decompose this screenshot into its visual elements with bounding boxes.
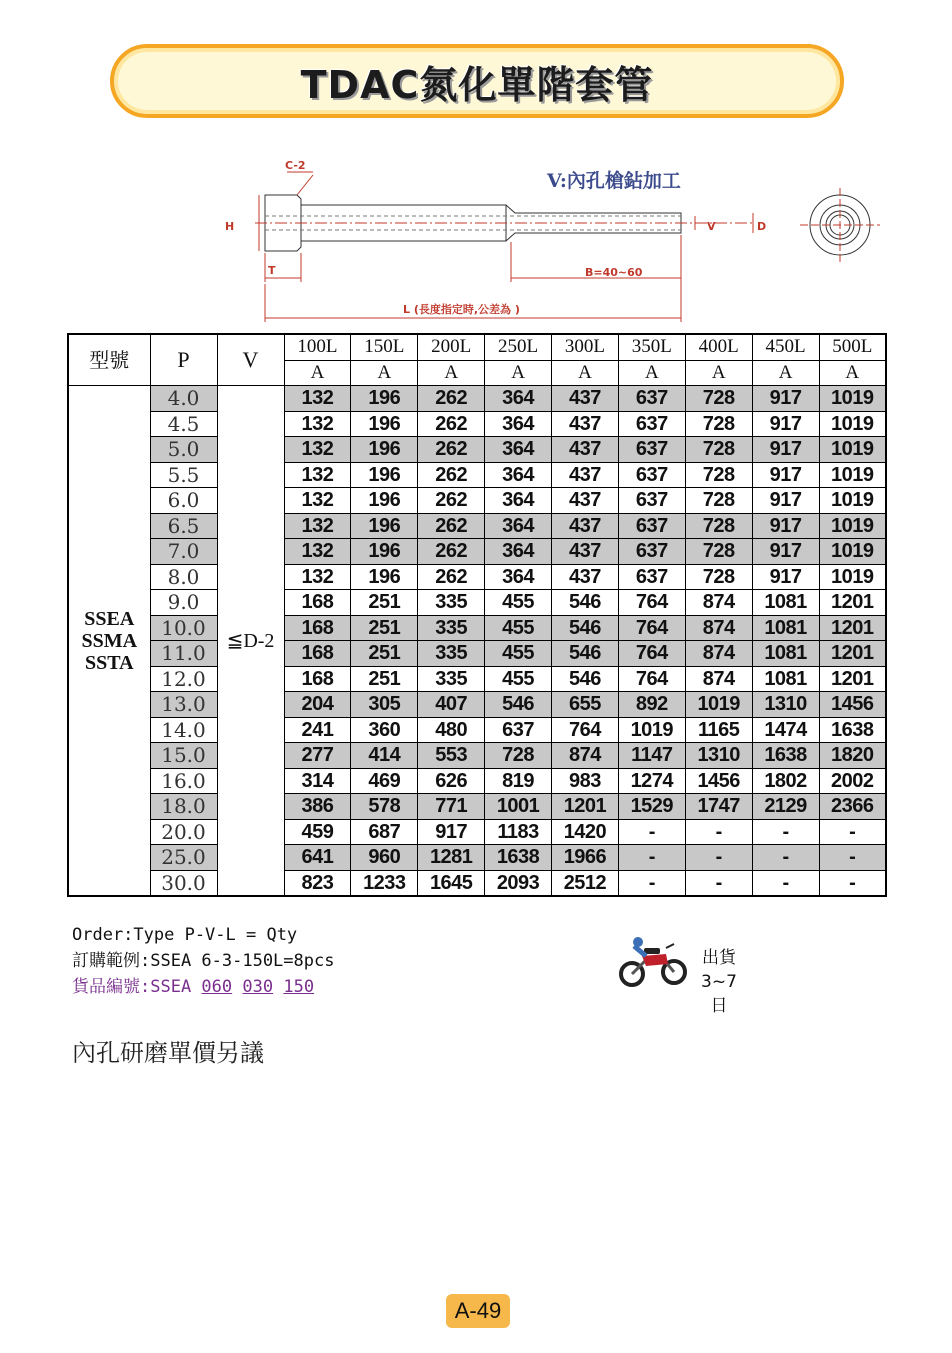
p-value: 15.0	[150, 743, 217, 769]
p-value: 30.0	[150, 870, 217, 896]
price-cell: 196	[351, 539, 418, 565]
sub-header: A	[351, 360, 418, 386]
price-cell: 204	[284, 692, 351, 718]
price-cell: 335	[418, 666, 485, 692]
price-cell: 196	[351, 411, 418, 437]
price-cell: 335	[418, 615, 485, 641]
price-cell: 132	[284, 539, 351, 565]
price-cell: 771	[418, 794, 485, 820]
price-cell: 728	[685, 386, 752, 412]
price-cell: -	[819, 870, 886, 896]
price-cell: 2129	[752, 794, 819, 820]
sub-header: A	[819, 360, 886, 386]
price-cell: 437	[552, 462, 619, 488]
price-cell: 364	[485, 488, 552, 514]
price-cell: -	[752, 819, 819, 845]
price-cell: 437	[552, 539, 619, 565]
price-cell: 132	[284, 488, 351, 514]
sub-header: A	[485, 360, 552, 386]
price-cell: 1019	[819, 437, 886, 463]
price-cell: 728	[685, 564, 752, 590]
table-body	[68, 386, 886, 897]
price-cell: 1456	[819, 692, 886, 718]
price-cell: 874	[685, 666, 752, 692]
price-cell: 1147	[618, 743, 685, 769]
price-cell: 637	[618, 564, 685, 590]
price-cell: 251	[351, 590, 418, 616]
price-cell: 251	[351, 666, 418, 692]
price-cell: 874	[685, 615, 752, 641]
price-cell: 1233	[351, 870, 418, 896]
price-cell: 687	[351, 819, 418, 845]
price-cell: 546	[552, 641, 619, 667]
price-cell: 1019	[819, 513, 886, 539]
price-cell: 1802	[752, 768, 819, 794]
p-value: 4.0	[150, 386, 217, 412]
p-value: 8.0	[150, 564, 217, 590]
price-cell: 335	[418, 641, 485, 667]
item-code-prefix: 貨品編號:SSEA	[72, 977, 202, 997]
p-value: 9.0	[150, 590, 217, 616]
price-cell: 637	[618, 437, 685, 463]
price-cell: 1747	[685, 794, 752, 820]
price-cell: 728	[485, 743, 552, 769]
price-cell: 637	[618, 462, 685, 488]
shipping-days: 3~7日	[701, 972, 737, 1016]
motorcycle-icon	[618, 934, 688, 990]
price-cell: 455	[485, 615, 552, 641]
price-cell: 407	[418, 692, 485, 718]
table-row	[68, 411, 886, 437]
price-table	[67, 333, 887, 897]
price-cell: 262	[418, 437, 485, 463]
col-type: 型號	[68, 334, 150, 386]
price-cell: 480	[418, 717, 485, 743]
price-cell: 251	[351, 615, 418, 641]
table-row	[68, 692, 886, 718]
t-label: T	[268, 264, 276, 277]
length-header: 400L	[685, 334, 752, 360]
price-cell: 196	[351, 437, 418, 463]
price-cell: 132	[284, 411, 351, 437]
price-cell: 917	[752, 437, 819, 463]
price-cell: 1638	[485, 845, 552, 871]
type-names	[68, 386, 150, 897]
price-cell: -	[819, 819, 886, 845]
price-cell: 469	[351, 768, 418, 794]
price-cell: 764	[618, 590, 685, 616]
price-cell: 1019	[618, 717, 685, 743]
p-value: 14.0	[150, 717, 217, 743]
price-cell: 1310	[752, 692, 819, 718]
price-cell: 437	[552, 411, 619, 437]
price-cell: 241	[284, 717, 351, 743]
p-value: 18.0	[150, 794, 217, 820]
table-row	[68, 717, 886, 743]
price-cell: 1019	[819, 386, 886, 412]
length-header: 250L	[485, 334, 552, 360]
price-cell: 1201	[819, 641, 886, 667]
order-example: 訂購範例:SSEA 6-3-150L=8pcs	[72, 951, 335, 971]
price-cell: 1420	[552, 819, 619, 845]
table-row	[68, 641, 886, 667]
p-value: 6.5	[150, 513, 217, 539]
sub-header: A	[618, 360, 685, 386]
table-row	[68, 513, 886, 539]
price-cell: 168	[284, 590, 351, 616]
price-cell: 196	[351, 462, 418, 488]
price-cell: -	[752, 870, 819, 896]
price-cell: 1019	[819, 539, 886, 565]
price-cell: 437	[552, 437, 619, 463]
type-name: SSMA	[81, 629, 138, 652]
col-p: P	[150, 334, 217, 386]
price-cell: 1281	[418, 845, 485, 871]
price-cell: 2366	[819, 794, 886, 820]
price-cell: 196	[351, 386, 418, 412]
price-cell: 262	[418, 462, 485, 488]
price-cell: 960	[351, 845, 418, 871]
price-cell: 1081	[752, 666, 819, 692]
bore-note: V:內孔槍鉆加工	[547, 170, 681, 192]
table-row	[68, 666, 886, 692]
price-cell: 917	[752, 539, 819, 565]
price-cell: 1201	[819, 666, 886, 692]
price-cell: 917	[752, 411, 819, 437]
price-cell: -	[618, 819, 685, 845]
table-row	[68, 386, 886, 412]
price-cell: 728	[685, 462, 752, 488]
price-cell: 455	[485, 666, 552, 692]
price-cell: 437	[552, 513, 619, 539]
v-value: ≦D-2	[217, 386, 284, 897]
item-code-2[interactable]: 030	[242, 977, 274, 997]
part-drawing	[215, 150, 895, 325]
table-row	[68, 768, 886, 794]
table-row	[68, 845, 886, 871]
price-cell: 1474	[752, 717, 819, 743]
price-cell: 437	[552, 386, 619, 412]
price-cell: 364	[485, 411, 552, 437]
type-name: SSEA	[84, 607, 135, 630]
price-cell: 626	[418, 768, 485, 794]
order-info	[72, 922, 334, 1000]
price-cell: 364	[485, 513, 552, 539]
price-cell: 437	[552, 488, 619, 514]
price-cell: 262	[418, 564, 485, 590]
price-cell: 637	[618, 411, 685, 437]
price-cell: 546	[552, 590, 619, 616]
page-title: TDAC氮化單階套管	[300, 62, 654, 107]
price-cell: 364	[485, 386, 552, 412]
item-code	[72, 974, 334, 1000]
title-banner	[110, 44, 844, 118]
price-cell: 637	[618, 539, 685, 565]
price-cell: 1638	[752, 743, 819, 769]
length-header: 450L	[752, 334, 819, 360]
price-cell: 305	[351, 692, 418, 718]
p-value: 7.0	[150, 539, 217, 565]
price-cell: 262	[418, 513, 485, 539]
price-cell: 1645	[418, 870, 485, 896]
table-row	[68, 794, 886, 820]
price-cell: 1638	[819, 717, 886, 743]
table-row	[68, 437, 886, 463]
item-code-3[interactable]: 150	[283, 977, 315, 997]
price-cell: 1183	[485, 819, 552, 845]
price-cell: 874	[685, 590, 752, 616]
shipping-label: 出貨	[702, 948, 736, 968]
price-cell: 578	[351, 794, 418, 820]
price-cell: 1529	[618, 794, 685, 820]
length-header: 150L	[351, 334, 418, 360]
price-cell: 1019	[819, 488, 886, 514]
price-cell: 764	[618, 615, 685, 641]
price-cell: 1081	[752, 615, 819, 641]
price-cell: 764	[618, 641, 685, 667]
price-cell: 1165	[685, 717, 752, 743]
price-cell: 459	[284, 819, 351, 845]
price-cell: 262	[418, 411, 485, 437]
price-cell: 1310	[685, 743, 752, 769]
price-cell: 1456	[685, 768, 752, 794]
price-cell: 196	[351, 513, 418, 539]
price-cell: 437	[552, 564, 619, 590]
price-cell: 132	[284, 513, 351, 539]
price-cell: 764	[552, 717, 619, 743]
price-cell: 874	[552, 743, 619, 769]
price-cell: 637	[485, 717, 552, 743]
price-cell: 2093	[485, 870, 552, 896]
price-cell: 1019	[685, 692, 752, 718]
price-cell: 132	[284, 564, 351, 590]
price-cell: 335	[418, 590, 485, 616]
price-cell: 168	[284, 666, 351, 692]
price-cell: 728	[685, 488, 752, 514]
b-label: B=40~60	[585, 266, 643, 279]
l-label: L (長度指定時,公差為 )	[403, 303, 520, 316]
p-value: 13.0	[150, 692, 217, 718]
price-cell: 196	[351, 488, 418, 514]
p-value: 12.0	[150, 666, 217, 692]
table-row	[68, 539, 886, 565]
price-cell: -	[685, 819, 752, 845]
length-header: 100L	[284, 334, 351, 360]
length-header-row	[68, 334, 886, 360]
table-row	[68, 743, 886, 769]
price-cell: 728	[685, 437, 752, 463]
d-label: D	[757, 220, 767, 233]
price-cell: 553	[418, 743, 485, 769]
price-cell: 546	[485, 692, 552, 718]
price-cell: 2002	[819, 768, 886, 794]
price-cell: -	[618, 845, 685, 871]
table-row	[68, 870, 886, 896]
price-cell: 132	[284, 462, 351, 488]
p-value: 5.5	[150, 462, 217, 488]
sub-header: A	[552, 360, 619, 386]
sub-header: A	[284, 360, 351, 386]
price-cell: -	[618, 870, 685, 896]
price-cell: 168	[284, 641, 351, 667]
price-cell: 1081	[752, 590, 819, 616]
sub-header: A	[752, 360, 819, 386]
price-cell: 917	[752, 488, 819, 514]
price-cell: 132	[284, 386, 351, 412]
price-cell: 546	[552, 615, 619, 641]
h-label: H	[225, 220, 235, 233]
price-cell: 1019	[819, 564, 886, 590]
price-cell: 637	[618, 513, 685, 539]
price-cell: 1274	[618, 768, 685, 794]
price-cell: -	[685, 870, 752, 896]
price-cell: 728	[685, 513, 752, 539]
price-cell: 277	[284, 743, 351, 769]
p-value: 11.0	[150, 641, 217, 667]
price-cell: 917	[418, 819, 485, 845]
p-value: 5.0	[150, 437, 217, 463]
shipping-info	[694, 946, 744, 1018]
price-cell: 455	[485, 641, 552, 667]
price-cell: 1820	[819, 743, 886, 769]
price-cell: 364	[485, 437, 552, 463]
price-cell: 386	[284, 794, 351, 820]
v-dim-label: V	[707, 220, 716, 233]
price-cell: -	[819, 845, 886, 871]
price-cell: 655	[552, 692, 619, 718]
length-header: 350L	[618, 334, 685, 360]
price-cell: 1201	[819, 590, 886, 616]
price-cell: 728	[685, 411, 752, 437]
price-cell: 1001	[485, 794, 552, 820]
price-cell: 251	[351, 641, 418, 667]
col-v: V	[217, 334, 284, 386]
sub-header: A	[418, 360, 485, 386]
p-value: 16.0	[150, 768, 217, 794]
length-header: 300L	[552, 334, 619, 360]
chamfer-label: C-2	[285, 159, 306, 172]
table-row	[68, 615, 886, 641]
p-value: 4.5	[150, 411, 217, 437]
price-cell: 1019	[819, 462, 886, 488]
price-cell: 364	[485, 539, 552, 565]
price-cell: 823	[284, 870, 351, 896]
length-header: 200L	[418, 334, 485, 360]
price-cell: 1081	[752, 641, 819, 667]
price-cell: 262	[418, 488, 485, 514]
price-cell: 728	[685, 539, 752, 565]
price-cell: 364	[485, 462, 552, 488]
table-row	[68, 819, 886, 845]
price-cell: 917	[752, 462, 819, 488]
price-cell: -	[685, 845, 752, 871]
sub-header: A	[685, 360, 752, 386]
price-cell: 892	[618, 692, 685, 718]
price-cell: 2512	[552, 870, 619, 896]
type-name: SSTA	[84, 651, 134, 674]
table-row	[68, 488, 886, 514]
price-cell: 196	[351, 564, 418, 590]
price-cell: 364	[485, 564, 552, 590]
price-cell: 1201	[552, 794, 619, 820]
price-cell: -	[752, 845, 819, 871]
price-cell: 983	[552, 768, 619, 794]
price-cell: 764	[618, 666, 685, 692]
price-cell: 1019	[819, 411, 886, 437]
price-cell: 1201	[819, 615, 886, 641]
item-code-1[interactable]: 060	[201, 977, 233, 997]
table-row	[68, 564, 886, 590]
price-cell: 132	[284, 437, 351, 463]
p-value: 25.0	[150, 845, 217, 871]
price-cell: 360	[351, 717, 418, 743]
price-cell: 546	[552, 666, 619, 692]
page-number: A-49	[446, 1294, 510, 1328]
price-cell: 874	[685, 641, 752, 667]
price-cell: 917	[752, 564, 819, 590]
price-cell: 262	[418, 386, 485, 412]
price-cell: 637	[618, 488, 685, 514]
price-cell: 168	[284, 615, 351, 641]
price-cell: 262	[418, 539, 485, 565]
price-cell: 641	[284, 845, 351, 871]
price-cell: 917	[752, 386, 819, 412]
p-value: 6.0	[150, 488, 217, 514]
price-cell: 314	[284, 768, 351, 794]
order-format: Order:Type P-V-L = Qty	[72, 925, 298, 945]
price-cell: 637	[618, 386, 685, 412]
price-cell: 455	[485, 590, 552, 616]
length-header: 500L	[819, 334, 886, 360]
price-cell: 819	[485, 768, 552, 794]
table-row	[68, 462, 886, 488]
grinding-note: 內孔研磨單價另議	[72, 1039, 264, 1067]
table-row	[68, 590, 886, 616]
p-value: 10.0	[150, 615, 217, 641]
price-cell: 1966	[552, 845, 619, 871]
p-value: 20.0	[150, 819, 217, 845]
price-cell: 414	[351, 743, 418, 769]
price-cell: 917	[752, 513, 819, 539]
